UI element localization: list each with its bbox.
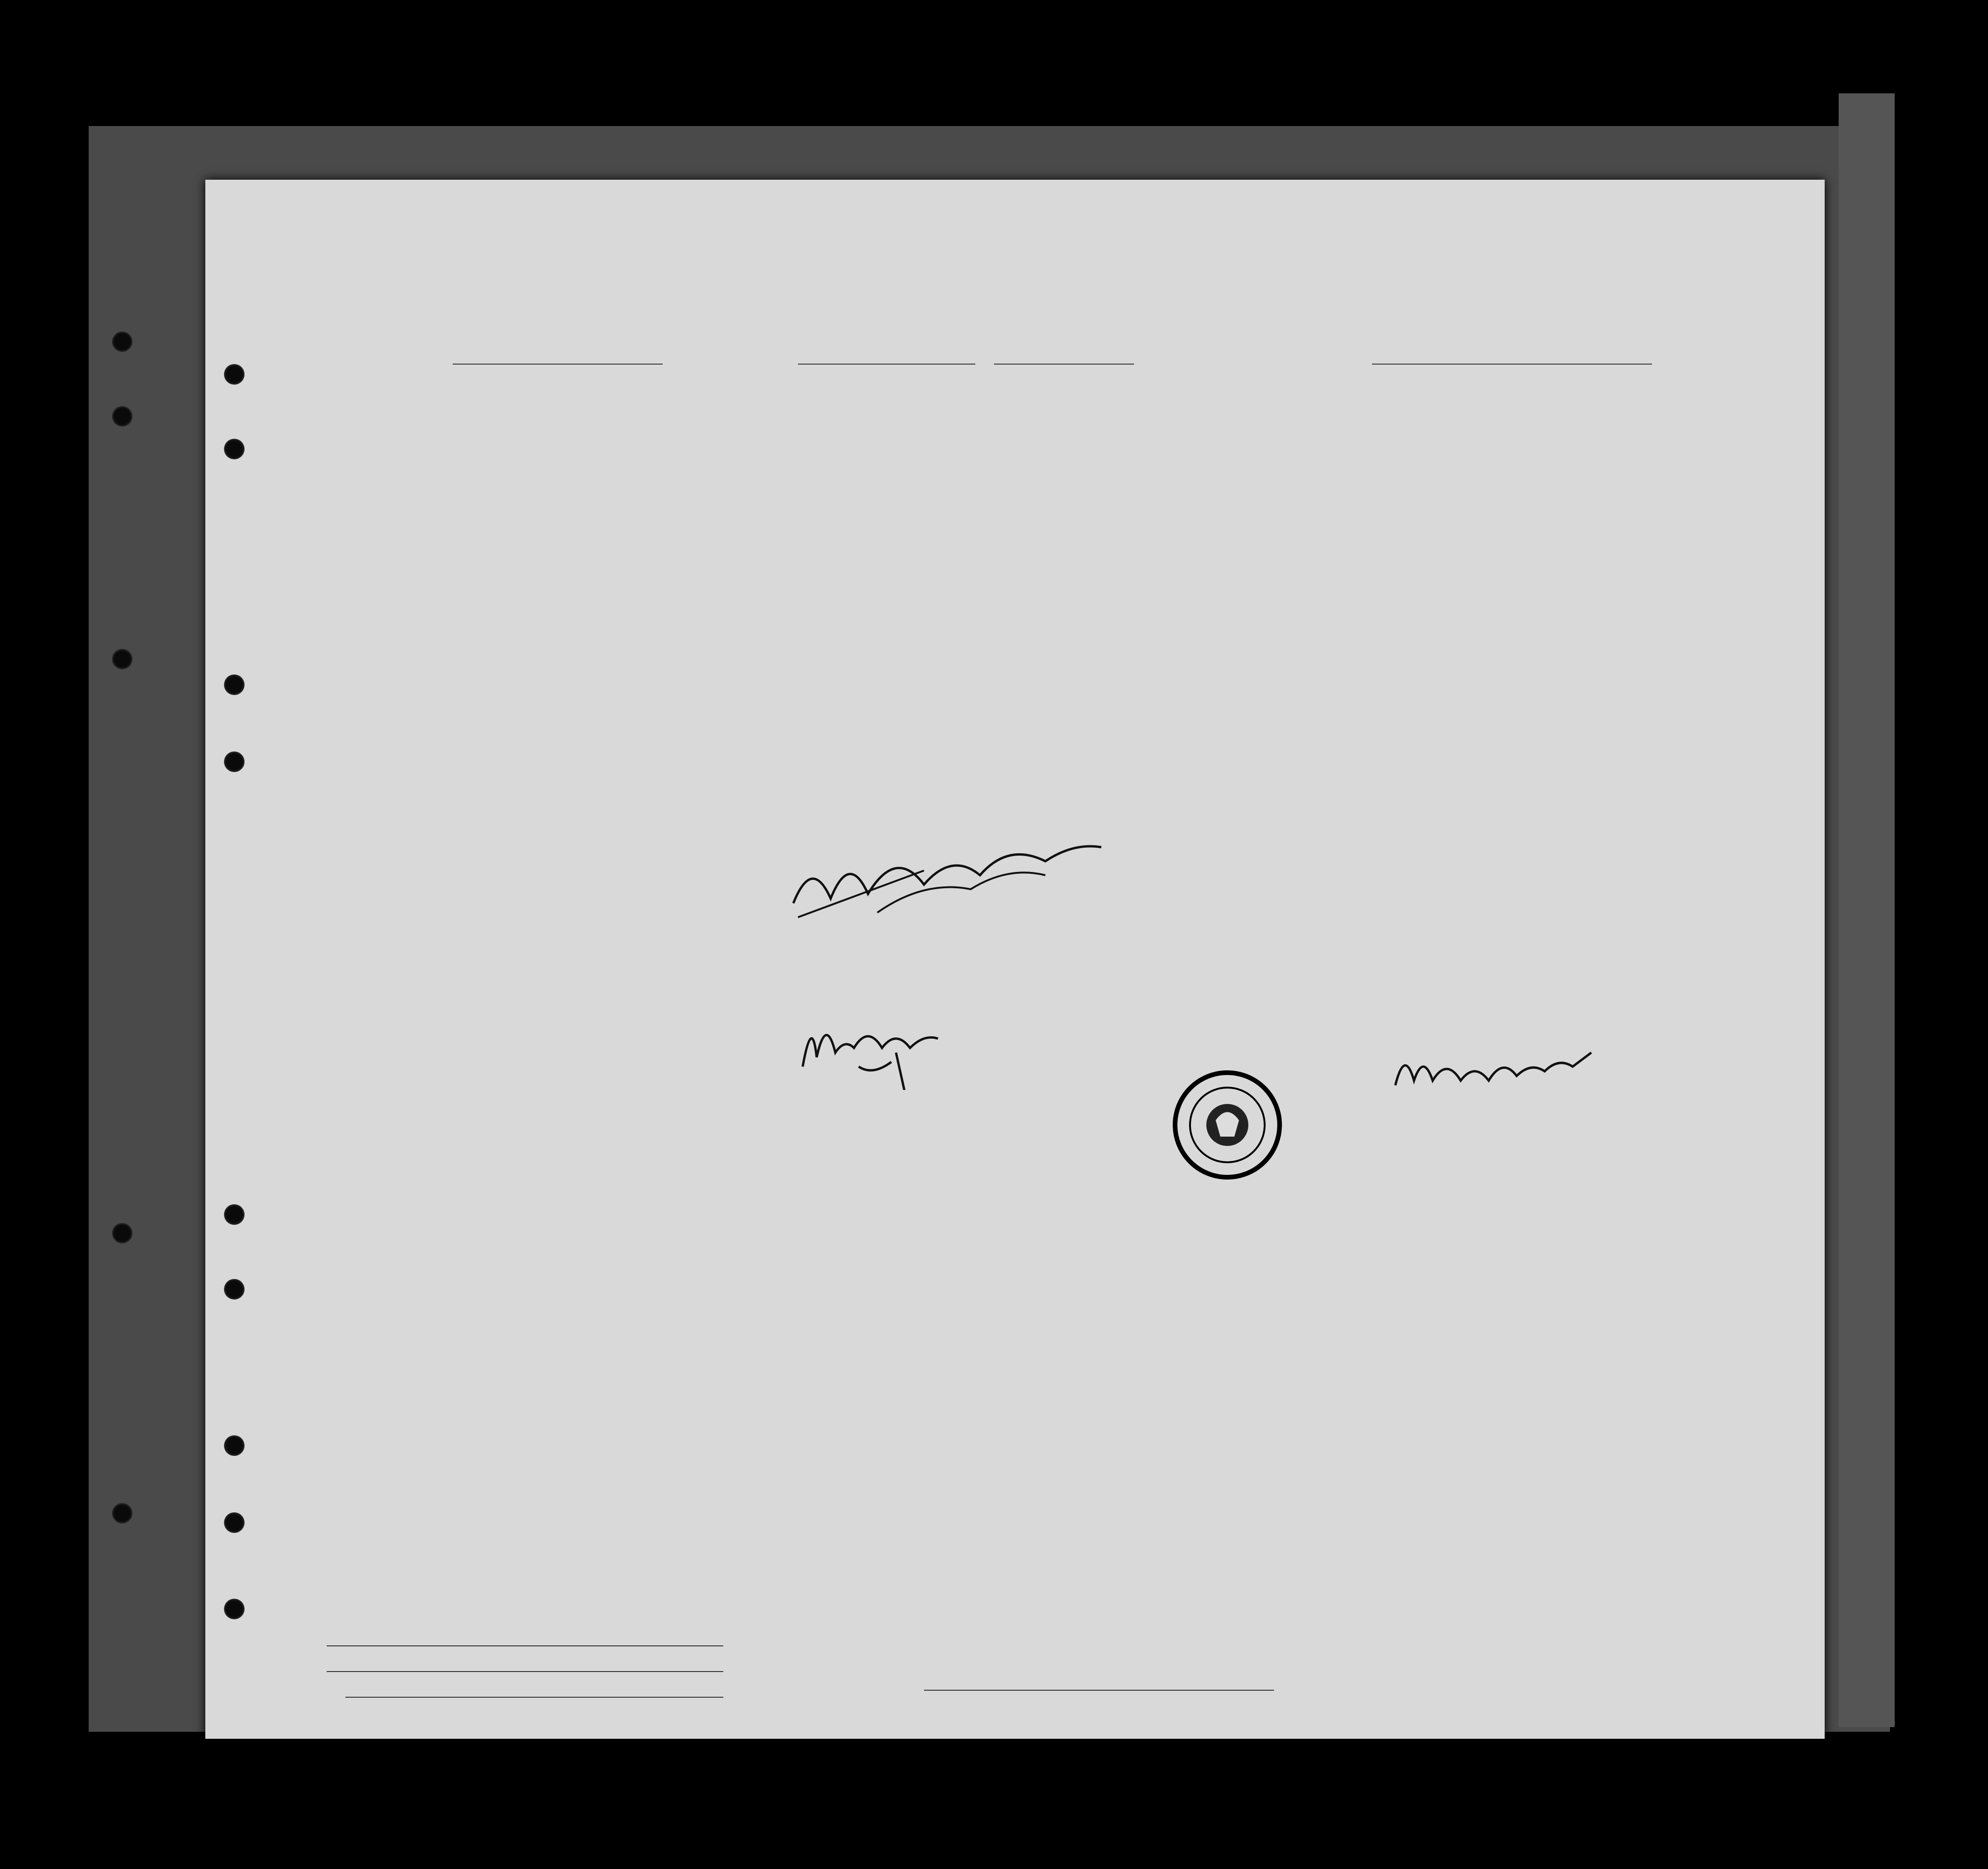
back-sheet-edge — [1839, 93, 1895, 1727]
overwritten-signature — [784, 829, 1111, 922]
consul-signature — [1391, 1043, 1605, 1099]
manifest-page — [205, 180, 1825, 1739]
footer-underline — [345, 1697, 723, 1698]
punch-hole — [112, 331, 133, 352]
footer-underline — [327, 1645, 723, 1646]
consulate-stamp — [1169, 1067, 1286, 1183]
punch-hole — [112, 649, 133, 669]
punch-hole — [112, 1503, 133, 1524]
table-grid — [205, 180, 1825, 1739]
purser-signature — [789, 997, 966, 1090]
punch-hole — [112, 406, 133, 427]
punch-hole — [112, 1223, 133, 1244]
inspector-line — [924, 1690, 1274, 1691]
footer-underline — [327, 1671, 723, 1672]
